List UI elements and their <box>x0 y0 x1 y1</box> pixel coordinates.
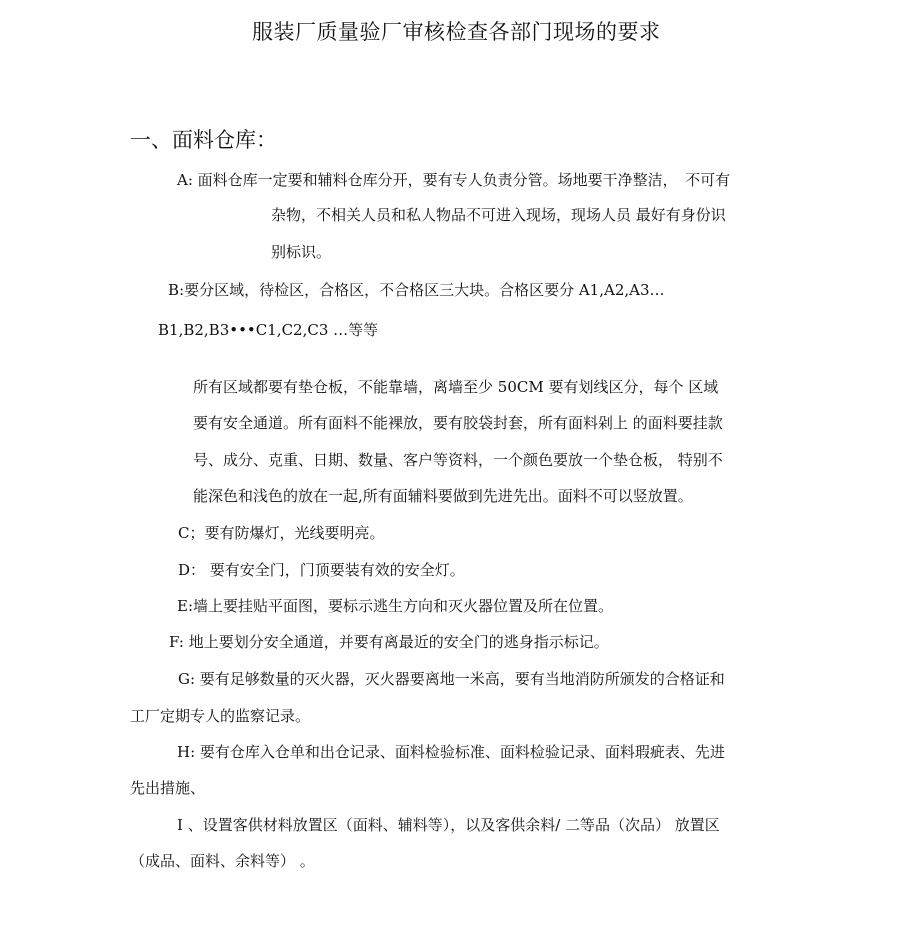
paragraph-line: 先出措施、 <box>130 779 206 797</box>
paragraph-line: 所有区域都要有垫仓板，不能靠墙，离墙至少 50CM 要有划线区分，每个 区域 <box>193 378 719 396</box>
document-title: 服装厂质量验厂审核检查各部门现场的要求 <box>252 20 661 44</box>
paragraph-line: 要有安全通道。所有面料不能裸放，要有胶袋封套，所有面料剁上 的面料要挂款 <box>193 414 723 432</box>
paragraph-line: G: 要有足够数量的灭火器，灭火器要离地一米高，要有当地消防所颁发的合格证和 <box>178 670 725 688</box>
paragraph-line: 别标识。 <box>271 243 332 261</box>
paragraph-line: B1,B2,B3•••C1,C2,C3 …等等 <box>158 321 379 339</box>
paragraph-line: B:要分区域，待检区，合格区，不合格区三大块。合格区要分 A1,A2,A3… <box>168 281 665 299</box>
paragraph-line: 杂物，不相关人员和私人物品不可进入现场，现场人员 最好有身份识 <box>271 206 726 224</box>
section-heading: 一、面料仓库： <box>130 128 277 152</box>
paragraph-line: F: 地上要划分安全通道，并要有离最近的安全门的逃身指示标记。 <box>169 633 609 651</box>
paragraph-line: 号、成分、克重、日期、数量、客户等资料，一个颜色要放一个垫仓板， 特别不 <box>193 451 723 469</box>
paragraph-line: A: 面料仓库一定要和辅料仓库分开，要有专人负责分管。场地要干净整洁， 不可有 <box>177 171 731 189</box>
paragraph-line: C；要有防爆灯，光线要明亮。 <box>178 524 385 542</box>
paragraph-line: （成品、面料、余料等） 。 <box>130 852 315 870</box>
paragraph-line: 能深色和浅色的放在一起,所有面辅料要做到先进先出。面料不可以竖放置。 <box>193 487 693 505</box>
paragraph-line: I 、设置客供材料放置区（面料、辅料等），以及客供余料/ 二等品（次品） 放置区 <box>177 816 720 834</box>
paragraph-line: E:墙上要挂贴平面图，要标示逃生方向和灭火器位置及所在位置。 <box>177 597 614 615</box>
paragraph-line: H: 要有仓库入仓单和出仓记录、面料检验标准、面料检验记录、面料瑕疵表、先进 <box>177 743 725 761</box>
paragraph-line: 工厂定期专人的监察记录。 <box>130 707 311 725</box>
paragraph-line: D： 要有安全门，门顶要装有效的安全灯。 <box>178 561 465 579</box>
